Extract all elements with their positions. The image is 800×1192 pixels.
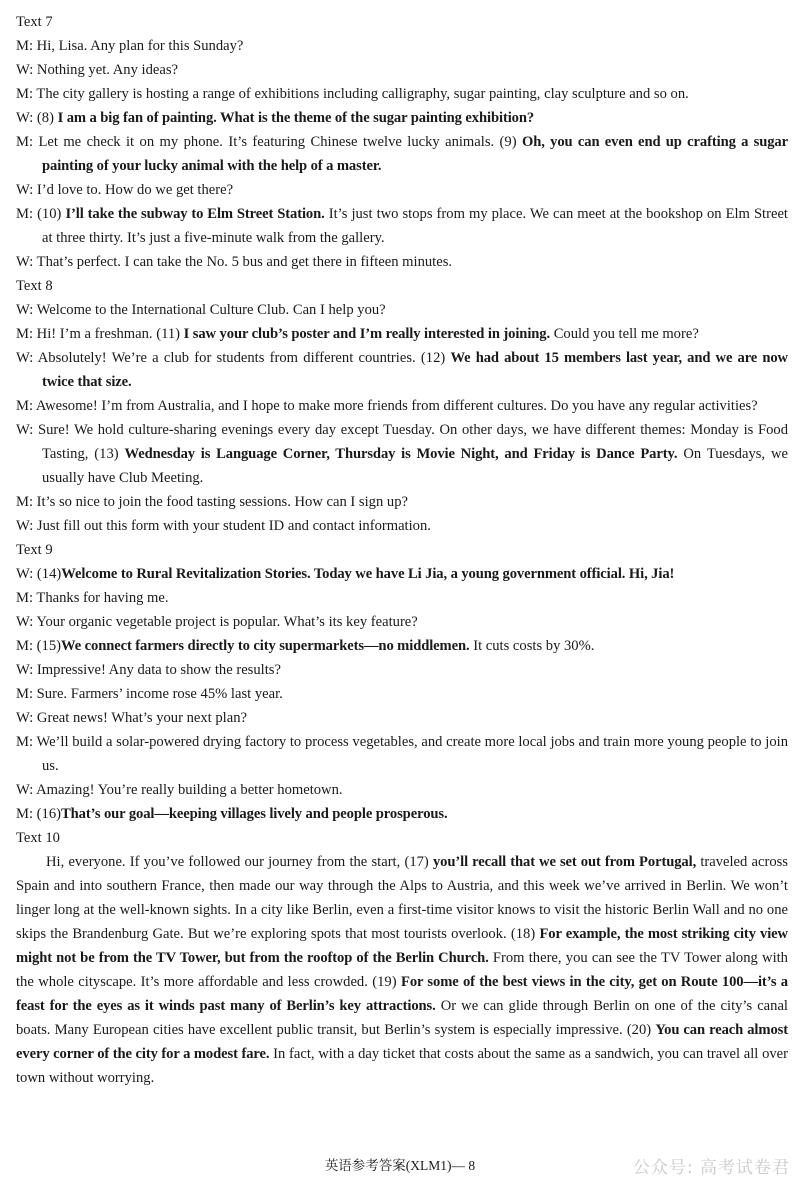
transcript-text: M: Hi! I’m a freshman. (11) (16, 326, 184, 342)
transcript-text: M: Hi, Lisa. Any plan for this Sunday? (16, 38, 244, 54)
dialogue-line (16, 586, 788, 610)
transcript-text: W: Sure! We hold culture-sharing evenings every day except Tuesday. On other days, we have different themes: Monday is Food Tasting, (13) (16, 422, 788, 462)
section-heading: Text 7 (16, 14, 53, 30)
transcript-text: traveled across Spain and into southern France, then made our way through the Alps to Austria, and this week we’ve arrived in Berlin. We won’t linger long at the well-known sights. In a city like Berlin, even a first-time visitor knows to visit the historic Berlin Wall and no one skips the Brandenburg Gate. But we’re exploring spots that most tourists overlook. (18) (16, 854, 788, 942)
dialogue-line (16, 418, 788, 490)
dialogue-line (16, 682, 788, 706)
dialogue-line (16, 778, 788, 802)
page-footer: 英语参考答案(XLM1)— 8 (324, 1158, 476, 1173)
dialogue-line (16, 610, 788, 634)
dialogue-line (16, 394, 788, 418)
transcript-text: W: Nothing yet. Any ideas? (16, 62, 178, 78)
transcript-text: Could you tell me more? (550, 326, 699, 342)
dialogue-line (16, 298, 788, 322)
answer-text: We connect farmers directly to city supermarkets—no middlemen. (61, 638, 470, 654)
transcript-text: M: (15) (16, 638, 61, 654)
dialogue-line (16, 802, 788, 826)
transcript-text: In fact, with a day ticket that costs about the same as a sandwich, you can travel all over town without worrying. (16, 1046, 788, 1086)
monologue-paragraph (16, 850, 788, 1090)
transcript-text: M: (16) (16, 806, 61, 822)
answer-text: For some of the best views in the city, get on Route 100—it’s a feast for the eyes as it winds past many of Berlin’s key attractions. (16, 974, 788, 1014)
transcript-text: W: Welcome to the International Culture Club. Can I help you? (16, 302, 386, 318)
transcript-text: W: Absolutely! We’re a club for students from different countries. (12) (16, 350, 451, 366)
dialogue-line (16, 58, 788, 82)
transcript-text: W: Great news! What’s your next plan? (16, 710, 247, 726)
answer-text: That’s our goal—keeping villages lively and people prosperous. (61, 806, 448, 822)
dialogue-line (16, 202, 788, 250)
transcript-text: W: Amazing! You’re really building a better hometown. (16, 782, 343, 798)
transcript-text: W: That’s perfect. I can take the No. 5 bus and get there in fifteen minutes. (16, 254, 453, 270)
transcript-text: M: We’ll build a solar-powered drying factory to process vegetables, and create more local jobs and train more young people to join us. (16, 734, 788, 774)
dialogue-line (16, 658, 788, 682)
answer-text: I saw your club’s poster and I’m really interested in joining. (183, 326, 551, 342)
answer-text: Wednesday is Language Corner, Thursday is Movie Night, and Friday is Dance Party. (124, 446, 678, 462)
answer-key-page (16, 10, 788, 1090)
transcript-text: W: (8) (16, 110, 58, 126)
answer-text: You can reach almost every corner of the city for a modest fare. (16, 1022, 788, 1062)
transcript-text: M: (10) (16, 206, 66, 222)
transcript-text: Hi, everyone. If you’ve followed our journey from the start, (17) (46, 854, 433, 870)
transcript-text: M: Awesome! I’m from Australia, and I hope to make more friends from different cultures. Do you have any regular activities? (16, 398, 758, 414)
transcript-text: W: Just fill out this form with your student ID and contact information. (16, 518, 431, 534)
answer-text: Welcome to Rural Revitalization Stories. Today we have Li Jia, a young government official. Hi, Jia! (61, 566, 675, 582)
dialogue-line (16, 706, 788, 730)
dialogue-line (16, 250, 788, 274)
dialogue-line (16, 106, 788, 130)
transcript-text: M: Thanks for having me. (16, 590, 169, 606)
answer-text: you’ll recall that we set out from Portugal, (432, 854, 697, 870)
transcript-text: W: Impressive! Any data to show the results? (16, 662, 281, 678)
dialogue-line (16, 730, 788, 778)
dialogue-line (16, 178, 788, 202)
transcript-text: W: Your organic vegetable project is popular. What’s its key feature? (16, 614, 418, 630)
dialogue-line (16, 82, 788, 106)
transcript-text: From there, you can see the TV Tower along with the whole cityscape. It’s more affordable and less crowded. (19) (16, 950, 788, 990)
answer-text: Oh, you can even end up crafting a sugar painting of your lucky animal with the help of a master. (42, 134, 788, 174)
watermark: 公众号: 高考试卷君 (632, 1158, 790, 1178)
section-heading: Text 10 (16, 830, 60, 846)
transcript-text: W: I’d love to. How do we get there? (16, 182, 234, 198)
transcript-text: W: (14) (16, 566, 62, 582)
dialogue-line (16, 322, 788, 346)
transcript-text: M: It’s so nice to join the food tasting sessions. How can I sign up? (16, 494, 408, 510)
dialogue-line (16, 130, 788, 178)
dialogue-line (16, 634, 788, 658)
transcript-text: M: Sure. Farmers’ income rose 45% last year. (16, 686, 283, 702)
transcript-text: Or we can glide through Berlin on one of the city’s canal boats. Many European cities have excellent public transit, but Berlin’s system is especially impressive. (20) (16, 998, 788, 1038)
dialogue-line (16, 34, 788, 58)
transcript-text: M: Let me check it on my phone. It’s featuring Chinese twelve lucky animals. (9) (16, 134, 522, 150)
dialogue-line (16, 514, 788, 538)
transcript-text: M: The city gallery is hosting a range of exhibitions including calligraphy, sugar painting, clay sculpture and so on. (16, 86, 689, 102)
answer-text: I’ll take the subway to Elm Street Station. (65, 206, 325, 222)
answer-text: We had about 15 members last year, and we are now twice that size. (42, 350, 788, 390)
section-heading: Text 9 (16, 542, 53, 558)
dialogue-line (16, 346, 788, 394)
answer-text: I am a big fan of painting. What is the theme of the sugar painting exhibition? (57, 110, 535, 126)
transcript-text: It cuts costs by 30%. (469, 638, 595, 654)
answer-text: For example, the most striking city view might not be from the TV Tower, but from the rooftop of the Berlin Church. (16, 926, 788, 966)
dialogue-line (16, 562, 788, 586)
dialogue-line (16, 490, 788, 514)
transcript-text: On Tuesdays, we usually have Club Meeting. (42, 446, 788, 486)
section-heading: Text 8 (16, 278, 53, 294)
transcript-text: It’s just two stops from my place. We can meet at the bookshop on Elm Street at three thirty. It’s just a five-minute walk from the gallery. (42, 206, 788, 246)
